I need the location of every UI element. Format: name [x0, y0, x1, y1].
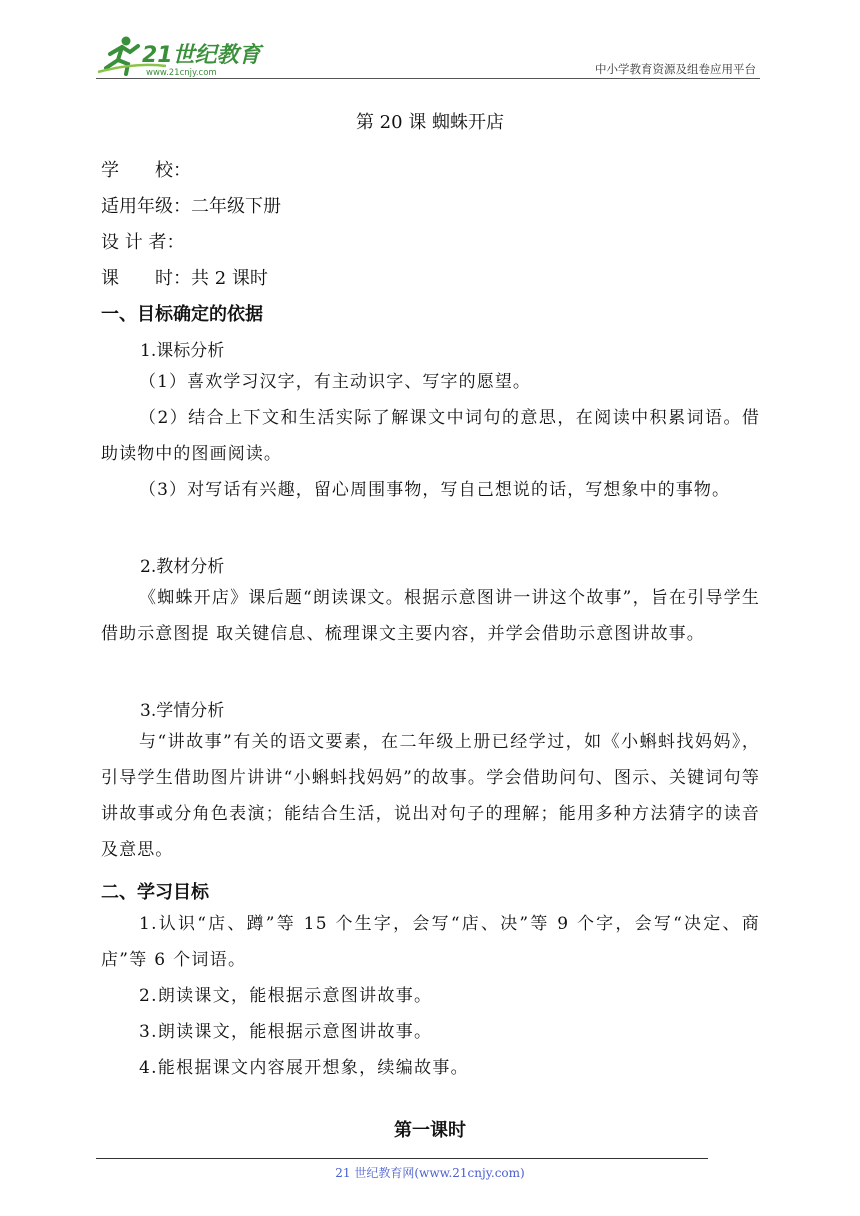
goal-item-1: 1.认识“店、蹲”等 15 个生字，会写“店、决”等 9 个字，会写“决定、商店”等 6 个词语。: [101, 914, 760, 970]
section2-heading: 二、学习目标: [101, 882, 209, 903]
curriculum-point-2: （2）结合上下文和生活实际了解课文中词句的意思，在阅读中积累词语。借助读物中的图画阅读。: [101, 408, 760, 464]
runner-logo-icon: [96, 32, 266, 80]
curriculum-analysis-heading: 1.课标分析: [140, 341, 225, 361]
first-lesson-title: 第一课时: [394, 1120, 466, 1141]
section1-heading: 一、目标确定的依据: [101, 304, 263, 325]
page-header: [96, 30, 760, 82]
designer-field: 设 计 者：: [101, 232, 185, 253]
curriculum-point-3: （3）对写话有兴趣，留心周围事物，写自己想说的话，写想象中的事物。: [139, 480, 731, 500]
goal-item-3: 3.朗读课文，能根据示意图讲故事。: [139, 1022, 433, 1042]
hours-field: 课 时：共 2 课时: [101, 268, 268, 289]
header-divider: [96, 78, 760, 79]
lesson-title: 第 20 课 蜘蛛开店: [355, 112, 505, 133]
goal-item-4: 4.能根据课文内容展开想象，续编故事。: [139, 1058, 469, 1078]
curriculum-point-1: （1）喜欢学习汉字，有主动识字、写字的愿望。: [139, 372, 532, 392]
site-logo[interactable]: [96, 32, 266, 80]
textbook-analysis-text: 《蜘蛛开店》课后题“朗读课文。根据示意图讲一讲这个故事”，旨在引导学生借助示意图提 取关键信息、梳理课文主要内容，并学会借助示意图讲故事。: [101, 588, 760, 644]
school-field: 学 校：: [101, 160, 191, 181]
footer-divider: [96, 1158, 708, 1159]
footer-link[interactable]: 21 世纪教育网(www.21cnjy.com): [335, 1166, 525, 1180]
logo-text: 21世纪教育: [142, 43, 261, 68]
textbook-analysis-heading: 2.教材分析: [140, 557, 225, 577]
student-analysis-text: 与“讲故事”有关的语文要素，在二年级上册已经学过，如《小蝌蚪找妈妈》，引导学生借助图片讲讲“小蝌蚪找妈妈”的故事。学会借助问句、图示、关键词句等讲故事或分角色表演；能结合生活，说出对句子的理解；能用多种方法猜字的读音及意思。: [101, 732, 760, 860]
logo-url: www.21cnjy.com: [146, 68, 217, 78]
goal-item-2: 2.朗读课文，能根据示意图讲故事。: [139, 986, 433, 1006]
platform-label: 中小学教育资源及组卷应用平台: [595, 62, 756, 76]
grade-field: 适用年级：二年级下册: [101, 196, 281, 217]
student-analysis-heading: 3.学情分析: [140, 701, 225, 721]
